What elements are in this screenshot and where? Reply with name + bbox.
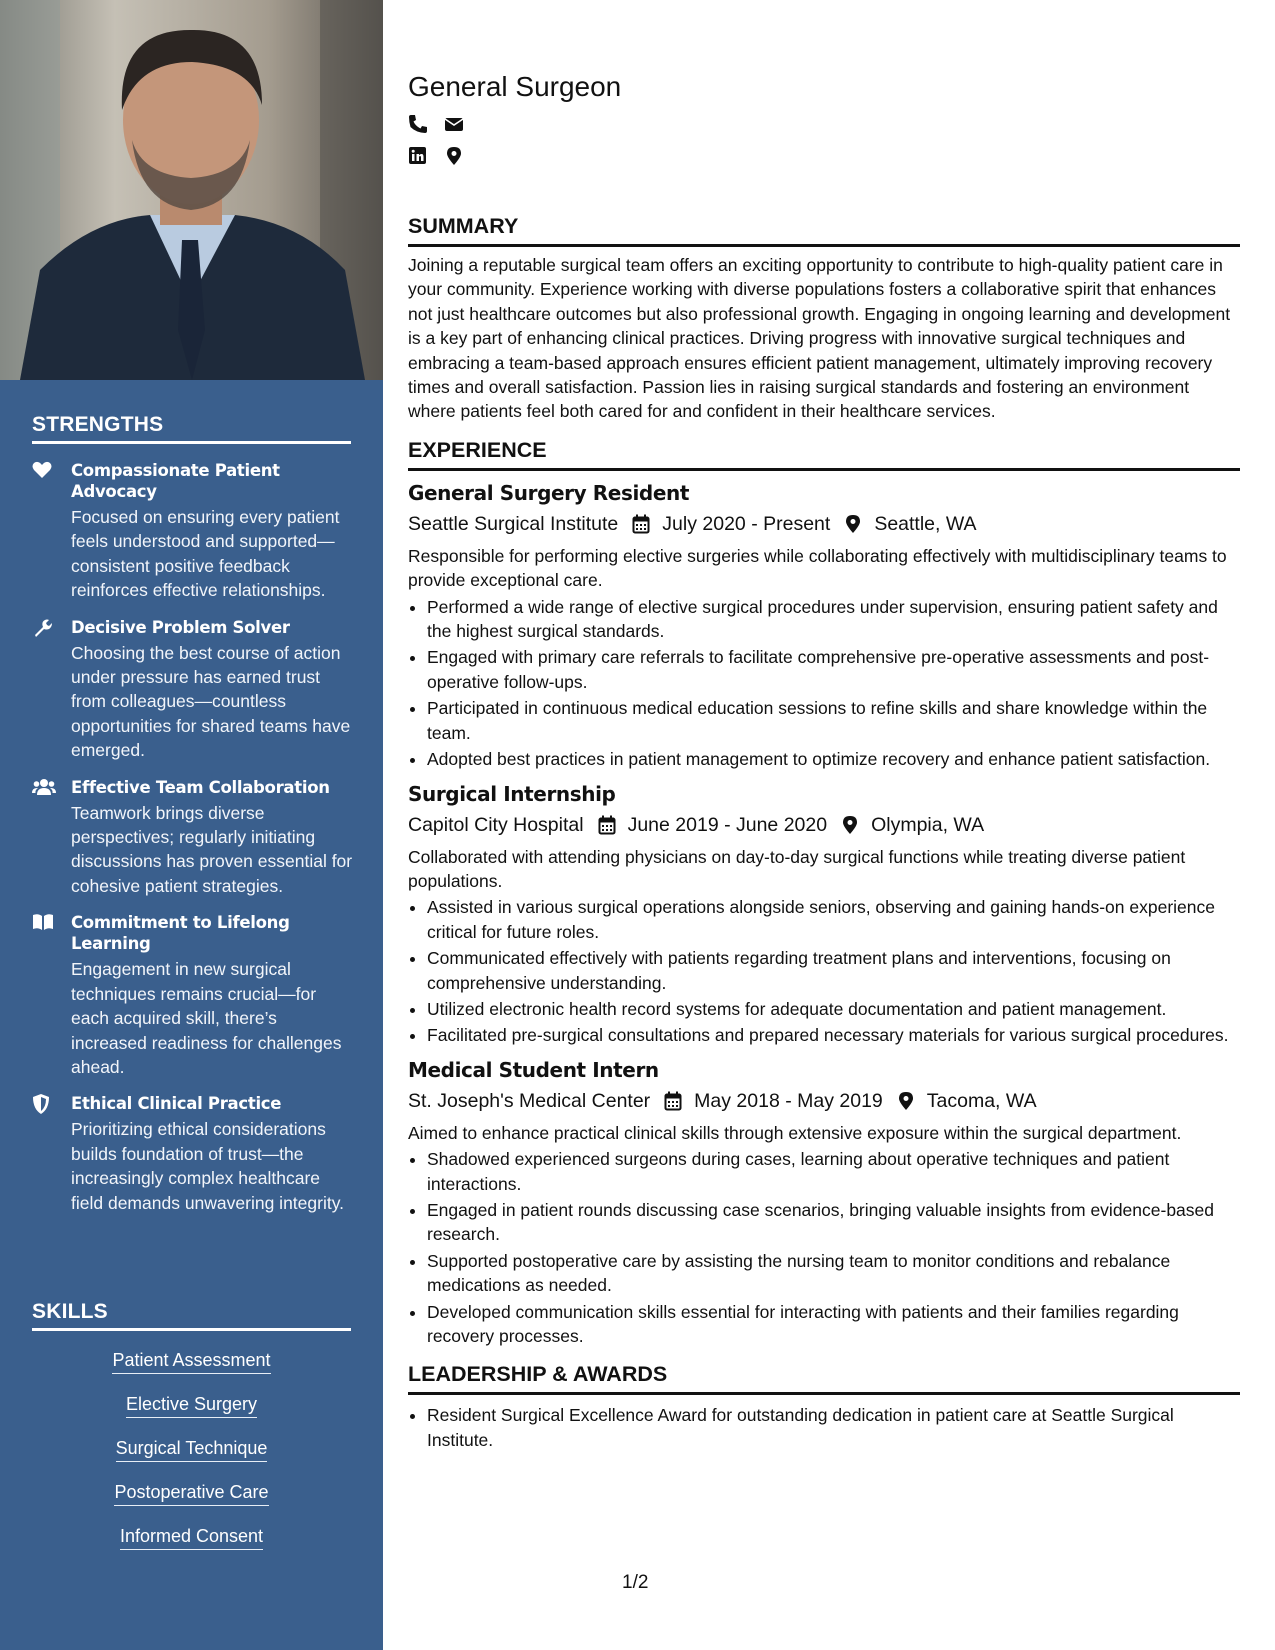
wrench-icon — [32, 618, 54, 638]
job-summary: Collaborated with attending physicians on day-to-day surgical functions while treating diverse patient populations. — [408, 846, 1186, 891]
phone-icon[interactable] — [408, 114, 428, 134]
job-location: Seattle, WA — [874, 512, 977, 535]
job-dates: June 2019 - June 2020 — [627, 813, 828, 836]
job-company: Seattle Surgical Institute — [408, 512, 619, 535]
strength-description: Engagement in new surgical techniques remains crucial—for each acquired skill, there’s increased readiness for challenges ahead. — [71, 959, 342, 1077]
award-bullet: • Resident Surgical Excellence Award for outstanding dedication in patient care at Seattle Surgical Institute. — [427, 1403, 1240, 1452]
page-number: 1/2 — [622, 1572, 649, 1593]
heart-icon — [32, 461, 54, 481]
job-summary: Responsible for performing elective surgeries while collaborating effectively with multidisciplinary teams to provide exceptional care. — [408, 545, 1227, 591]
job-company: Capitol City Hospital — [408, 813, 584, 836]
job-company: St. Joseph's Medical Center — [408, 1089, 651, 1112]
skill-item: Surgical Technique — [116, 1436, 268, 1462]
portrait-photo — [0, 0, 383, 380]
job-entry — [408, 479, 1240, 772]
shield-icon — [32, 1094, 54, 1114]
sidebar — [0, 0, 383, 1650]
strength-title: Compassionate Patient Advocacy — [71, 461, 280, 501]
linkedin-icon[interactable] — [408, 146, 428, 166]
job-meta — [408, 811, 1240, 839]
job-bullet: • Communicated effectively with patients regarding treatment plans and interventions, focusing on comprehensive understanding. — [427, 946, 1240, 995]
job-bullet: • Supported postoperative care by assisting the nursing team to monitor conditions and rebalance medications as needed. — [427, 1249, 1240, 1298]
strength-item — [32, 912, 354, 1079]
job-bullet: • Shadowed experienced surgeons during cases, learning about operative techniques and patient interactions. — [427, 1147, 1240, 1196]
job-dates: July 2020 - Present — [662, 512, 831, 535]
job-bullet: • Engaged with primary care referrals to facilitate comprehensive pre-operative assessments and post-operative follow-ups. — [427, 645, 1240, 694]
location-pin-icon — [841, 815, 861, 835]
job-meta — [408, 1087, 1240, 1115]
skills-heading: SKILLS — [32, 1300, 351, 1331]
job-bullet: • Engaged in patient rounds discussing case scenarios, bringing valuable insights from evidence-based research. — [427, 1198, 1240, 1247]
strength-description: Focused on ensuring every patient feels understood and supported—consistent positive feedback reinforces effective relationships. — [71, 507, 340, 601]
strength-title: Decisive Problem Solver — [71, 617, 290, 637]
envelope-icon[interactable] — [444, 114, 464, 134]
job-bullet: • Utilized electronic health record systems for adequate documentation and patient management. — [427, 997, 1240, 1021]
location-pin-icon — [897, 1091, 917, 1111]
skill-item: Informed Consent — [120, 1524, 263, 1550]
strength-item — [32, 617, 354, 763]
skill-item: Patient Assessment — [112, 1348, 270, 1374]
skills-list — [32, 1348, 351, 1568]
strength-item — [32, 1093, 354, 1215]
job-title: Surgical Internship — [408, 781, 616, 806]
experience-heading: EXPERIENCE — [408, 438, 1240, 471]
skill-item: Elective Surgery — [126, 1392, 257, 1418]
summary-text: Joining a reputable surgical team offers an exciting opportunity to contribute to high-quality patient care in your community. Experience working with diverse populations fosters a collaborative spirit that enhances not just healthcare outcomes but also professional growth. Engaging in ongoing learning and development is a key part of enhancing clinical practices. Driving progress with innovative surgical techniques and embracing a team-based approach ensures efficient patient management, ultimately improving recovery times and overall satisfaction. Passion lies in raising surgical standards and fostering an environment where patients feel both cared for and confident in their healthcare services. — [408, 255, 1231, 422]
experience-section — [408, 438, 1240, 1349]
calendar-icon — [632, 514, 652, 534]
contact-row — [408, 112, 1240, 136]
job-title: Medical Student Intern — [408, 1057, 659, 1082]
job-summary: Aimed to enhance practical clinical skills through extensive exposure within the surgical department. — [408, 1122, 1182, 1143]
job-meta — [408, 510, 1240, 538]
summary-section — [408, 214, 1240, 424]
job-bullet: • Assisted in various surgical operations alongside seniors, observing and gaining hands-on experience critical for future roles. — [427, 895, 1240, 944]
job-bullet: • Participated in continuous medical education sessions to refine skills and share knowledge within the team. — [427, 696, 1240, 745]
job-bullets — [408, 595, 1240, 772]
strength-item — [32, 460, 354, 603]
strength-description: Choosing the best course of action under pressure has earned trust from colleagues—countless opportunities for shared teams have emerged. — [71, 642, 351, 761]
strength-title: Effective Team Collaboration — [71, 777, 330, 797]
main-content — [408, 70, 1240, 1454]
users-icon — [32, 778, 54, 798]
job-bullet: • Developed communication skills essential for interacting with patients and their families regarding recovery processes. — [427, 1300, 1240, 1349]
portrait-illustration — [0, 0, 383, 380]
leadership-heading: LEADERSHIP & AWARDS — [408, 1362, 1240, 1395]
resume-title: General Surgeon — [408, 71, 622, 102]
job-bullet: • Adopted best practices in patient management to optimize recovery and enhance patient satisfaction. — [427, 747, 1240, 771]
calendar-icon — [598, 815, 618, 835]
location-pin-icon — [844, 514, 864, 534]
job-title: General Surgery Resident — [408, 480, 690, 505]
strength-title: Ethical Clinical Practice — [71, 1094, 282, 1114]
job-location: Tacoma, WA — [926, 1089, 1037, 1112]
job-bullets — [408, 1147, 1240, 1348]
job-entry — [408, 1056, 1240, 1349]
contact-row-2 — [408, 144, 1240, 168]
leadership-section — [408, 1362, 1240, 1452]
job-bullet: • Facilitated pre-surgical consultations and prepared necessary materials for various surgical procedures. — [427, 1023, 1240, 1047]
job-dates: May 2018 - May 2019 — [694, 1089, 883, 1112]
calendar-icon — [664, 1091, 684, 1111]
job-entry — [408, 780, 1240, 1048]
job-bullets — [408, 895, 1240, 1047]
strengths-list — [32, 460, 354, 1229]
summary-heading: SUMMARY — [408, 214, 1240, 247]
strength-description: Teamwork brings diverse perspectives; regularly initiating discussions has proven essential for cohesive patient strategies. — [71, 802, 353, 896]
strength-description: Prioritizing ethical considerations builds foundation of trust—the increasingly complex healthcare field demands unwavering integrity. — [71, 1119, 345, 1213]
location-pin-icon[interactable] — [444, 146, 464, 166]
book-icon — [32, 913, 54, 933]
strength-item — [32, 777, 354, 899]
strengths-heading: STRENGTHS — [32, 413, 351, 444]
strength-title: Commitment to Lifelong Learning — [71, 913, 290, 954]
skill-item: Postoperative Care — [114, 1480, 268, 1506]
leadership-bullets — [408, 1403, 1240, 1452]
job-location: Olympia, WA — [871, 813, 985, 836]
job-bullet: • Performed a wide range of elective surgical procedures under supervision, ensuring patient safety and the highest surgical standards. — [427, 595, 1240, 644]
